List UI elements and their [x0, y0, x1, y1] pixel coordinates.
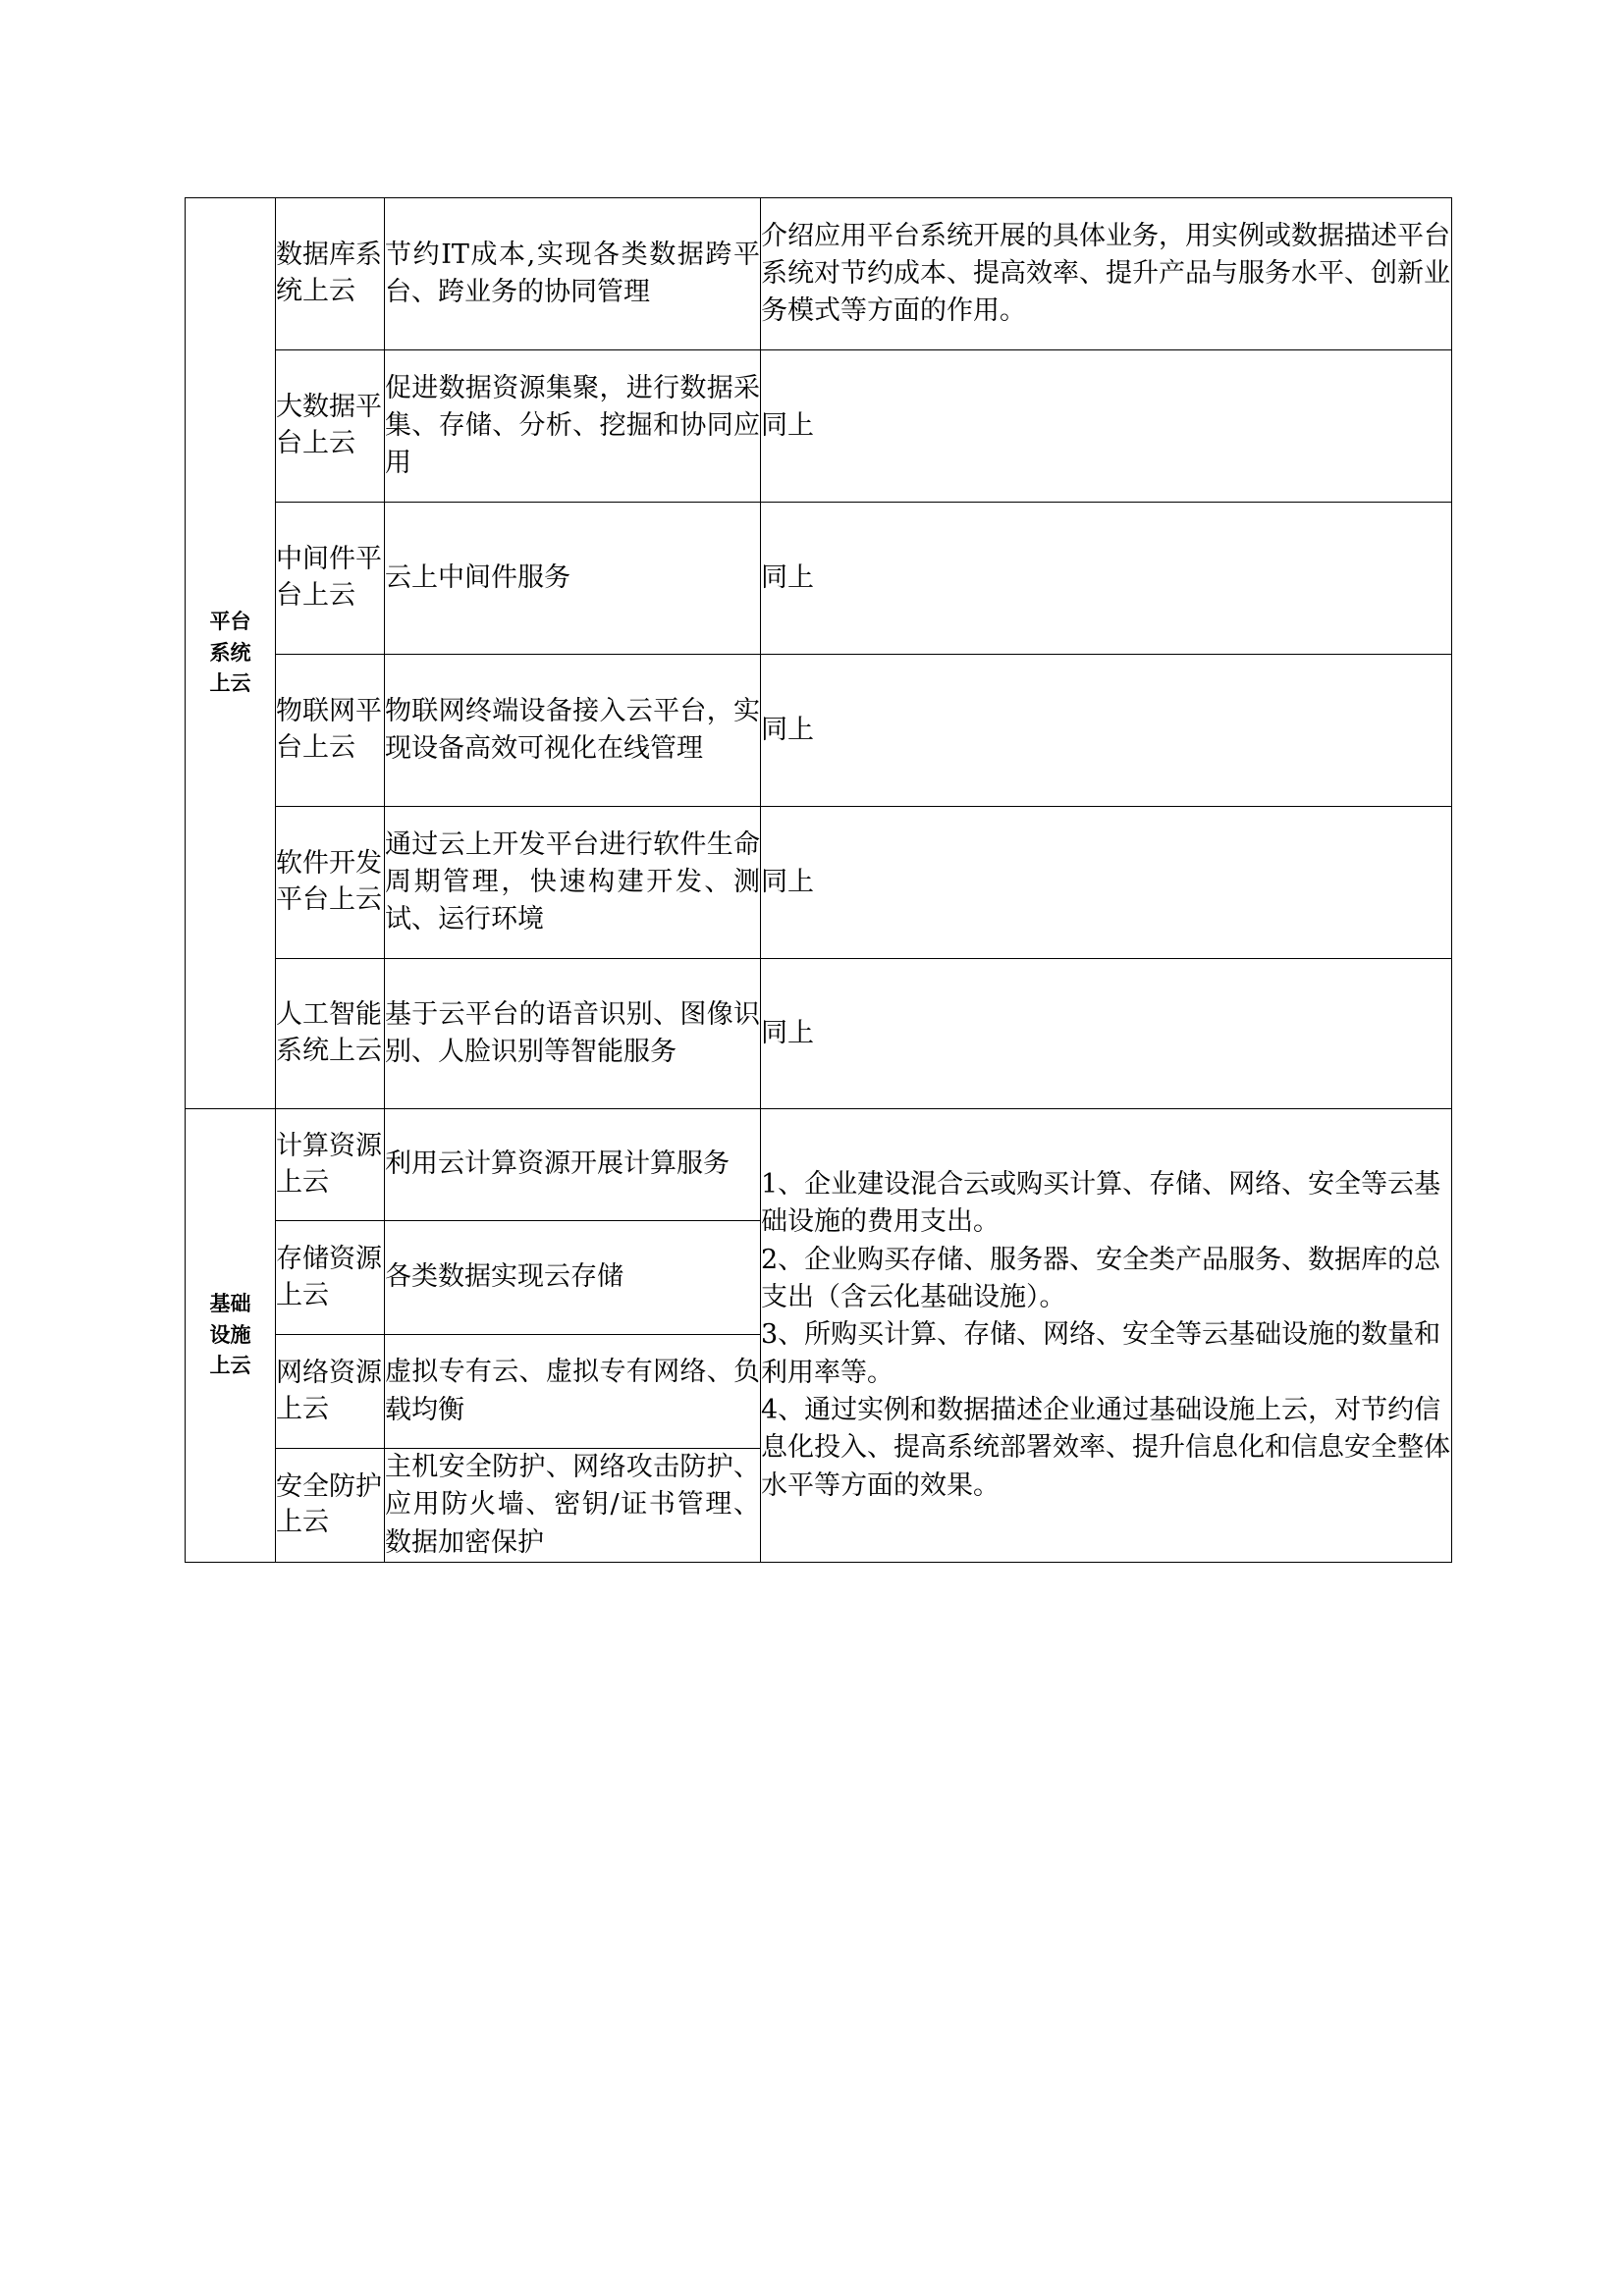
- note-item: 4、通过实例和数据描述企业通过基础设施上云，对节约信息化投入、提高系统部署效率、提升信息化和信息安全整体水平等方面的效果。: [761, 1394, 1450, 1501]
- item-description: 物联网终端设备接入云平台，实现设备高效可视化在线管理: [385, 655, 761, 807]
- item-note: 介绍应用平台系统开展的具体业务，用实例或数据描述平台系统对节约成本、提高效率、提升产品与服务水平、创新业务模式等方面的作用。: [761, 198, 1452, 350]
- table-row: [186, 350, 1452, 503]
- table-row: [186, 1109, 1452, 1221]
- item-description: 节约IT成本,实现各类数据跨平台、跨业务的协同管理: [385, 198, 761, 350]
- note-item: 3、所购买计算、存储、网络、安全等云基础设施的数量和利用率等。: [761, 1319, 1441, 1388]
- item-name: 软件开发平台上云: [276, 807, 385, 959]
- item-description: 促进数据资源集聚，进行数据采集、存储、分析、挖掘和协同应用: [385, 350, 761, 503]
- item-description: 通过云上开发平台进行软件生命周期管理，快速构建开发、测试、运行环境: [385, 807, 761, 959]
- item-name: 大数据平台上云: [276, 350, 385, 503]
- item-description: 各类数据实现云存储: [385, 1221, 761, 1335]
- item-note: 同上: [761, 655, 1452, 807]
- item-description: 虚拟专有云、虚拟专有网络、负载均衡: [385, 1335, 761, 1449]
- table-row: [186, 655, 1452, 807]
- item-name: 中间件平台上云: [276, 503, 385, 655]
- table-row: [186, 503, 1452, 655]
- item-note: 同上: [761, 503, 1452, 655]
- note-item: 2、企业购买存储、服务器、安全类产品服务、数据库的总支出（含云化基础设施）。: [761, 1244, 1441, 1312]
- item-description: 基于云平台的语音识别、图像识别、人脸识别等智能服务: [385, 959, 761, 1109]
- item-note: 同上: [761, 959, 1452, 1109]
- item-description: 主机安全防护、网络攻击防护、应用防火墙、密钥/证书管理、数据加密保护: [385, 1449, 761, 1563]
- table-row: [186, 959, 1452, 1109]
- item-name: 网络资源上云: [276, 1335, 385, 1449]
- item-name: 物联网平台上云: [276, 655, 385, 807]
- table-row: [186, 198, 1452, 350]
- item-name: 数据库系统上云: [276, 198, 385, 350]
- item-name: 计算资源上云: [276, 1109, 385, 1221]
- item-description: 利用云计算资源开展计算服务: [385, 1109, 761, 1221]
- category-label: 基础设施上云: [209, 1291, 251, 1378]
- merged-note-cell: [761, 1109, 1452, 1563]
- item-name: 安全防护上云: [276, 1449, 385, 1563]
- item-name: 人工智能系统上云: [276, 959, 385, 1109]
- category-label: 平台系统上云: [209, 609, 251, 696]
- table-row: [186, 807, 1452, 959]
- category-cell-platform: [186, 198, 276, 1109]
- item-description: 云上中间件服务: [385, 503, 761, 655]
- category-cell-infrastructure: [186, 1109, 276, 1563]
- item-name: 存储资源上云: [276, 1221, 385, 1335]
- item-note: 同上: [761, 807, 1452, 959]
- requirements-table: [185, 197, 1452, 1563]
- note-item: 1、企业建设混合云或购买计算、存储、网络、安全等云基础设施的费用支出。: [761, 1169, 1441, 1238]
- item-note: 同上: [761, 350, 1452, 503]
